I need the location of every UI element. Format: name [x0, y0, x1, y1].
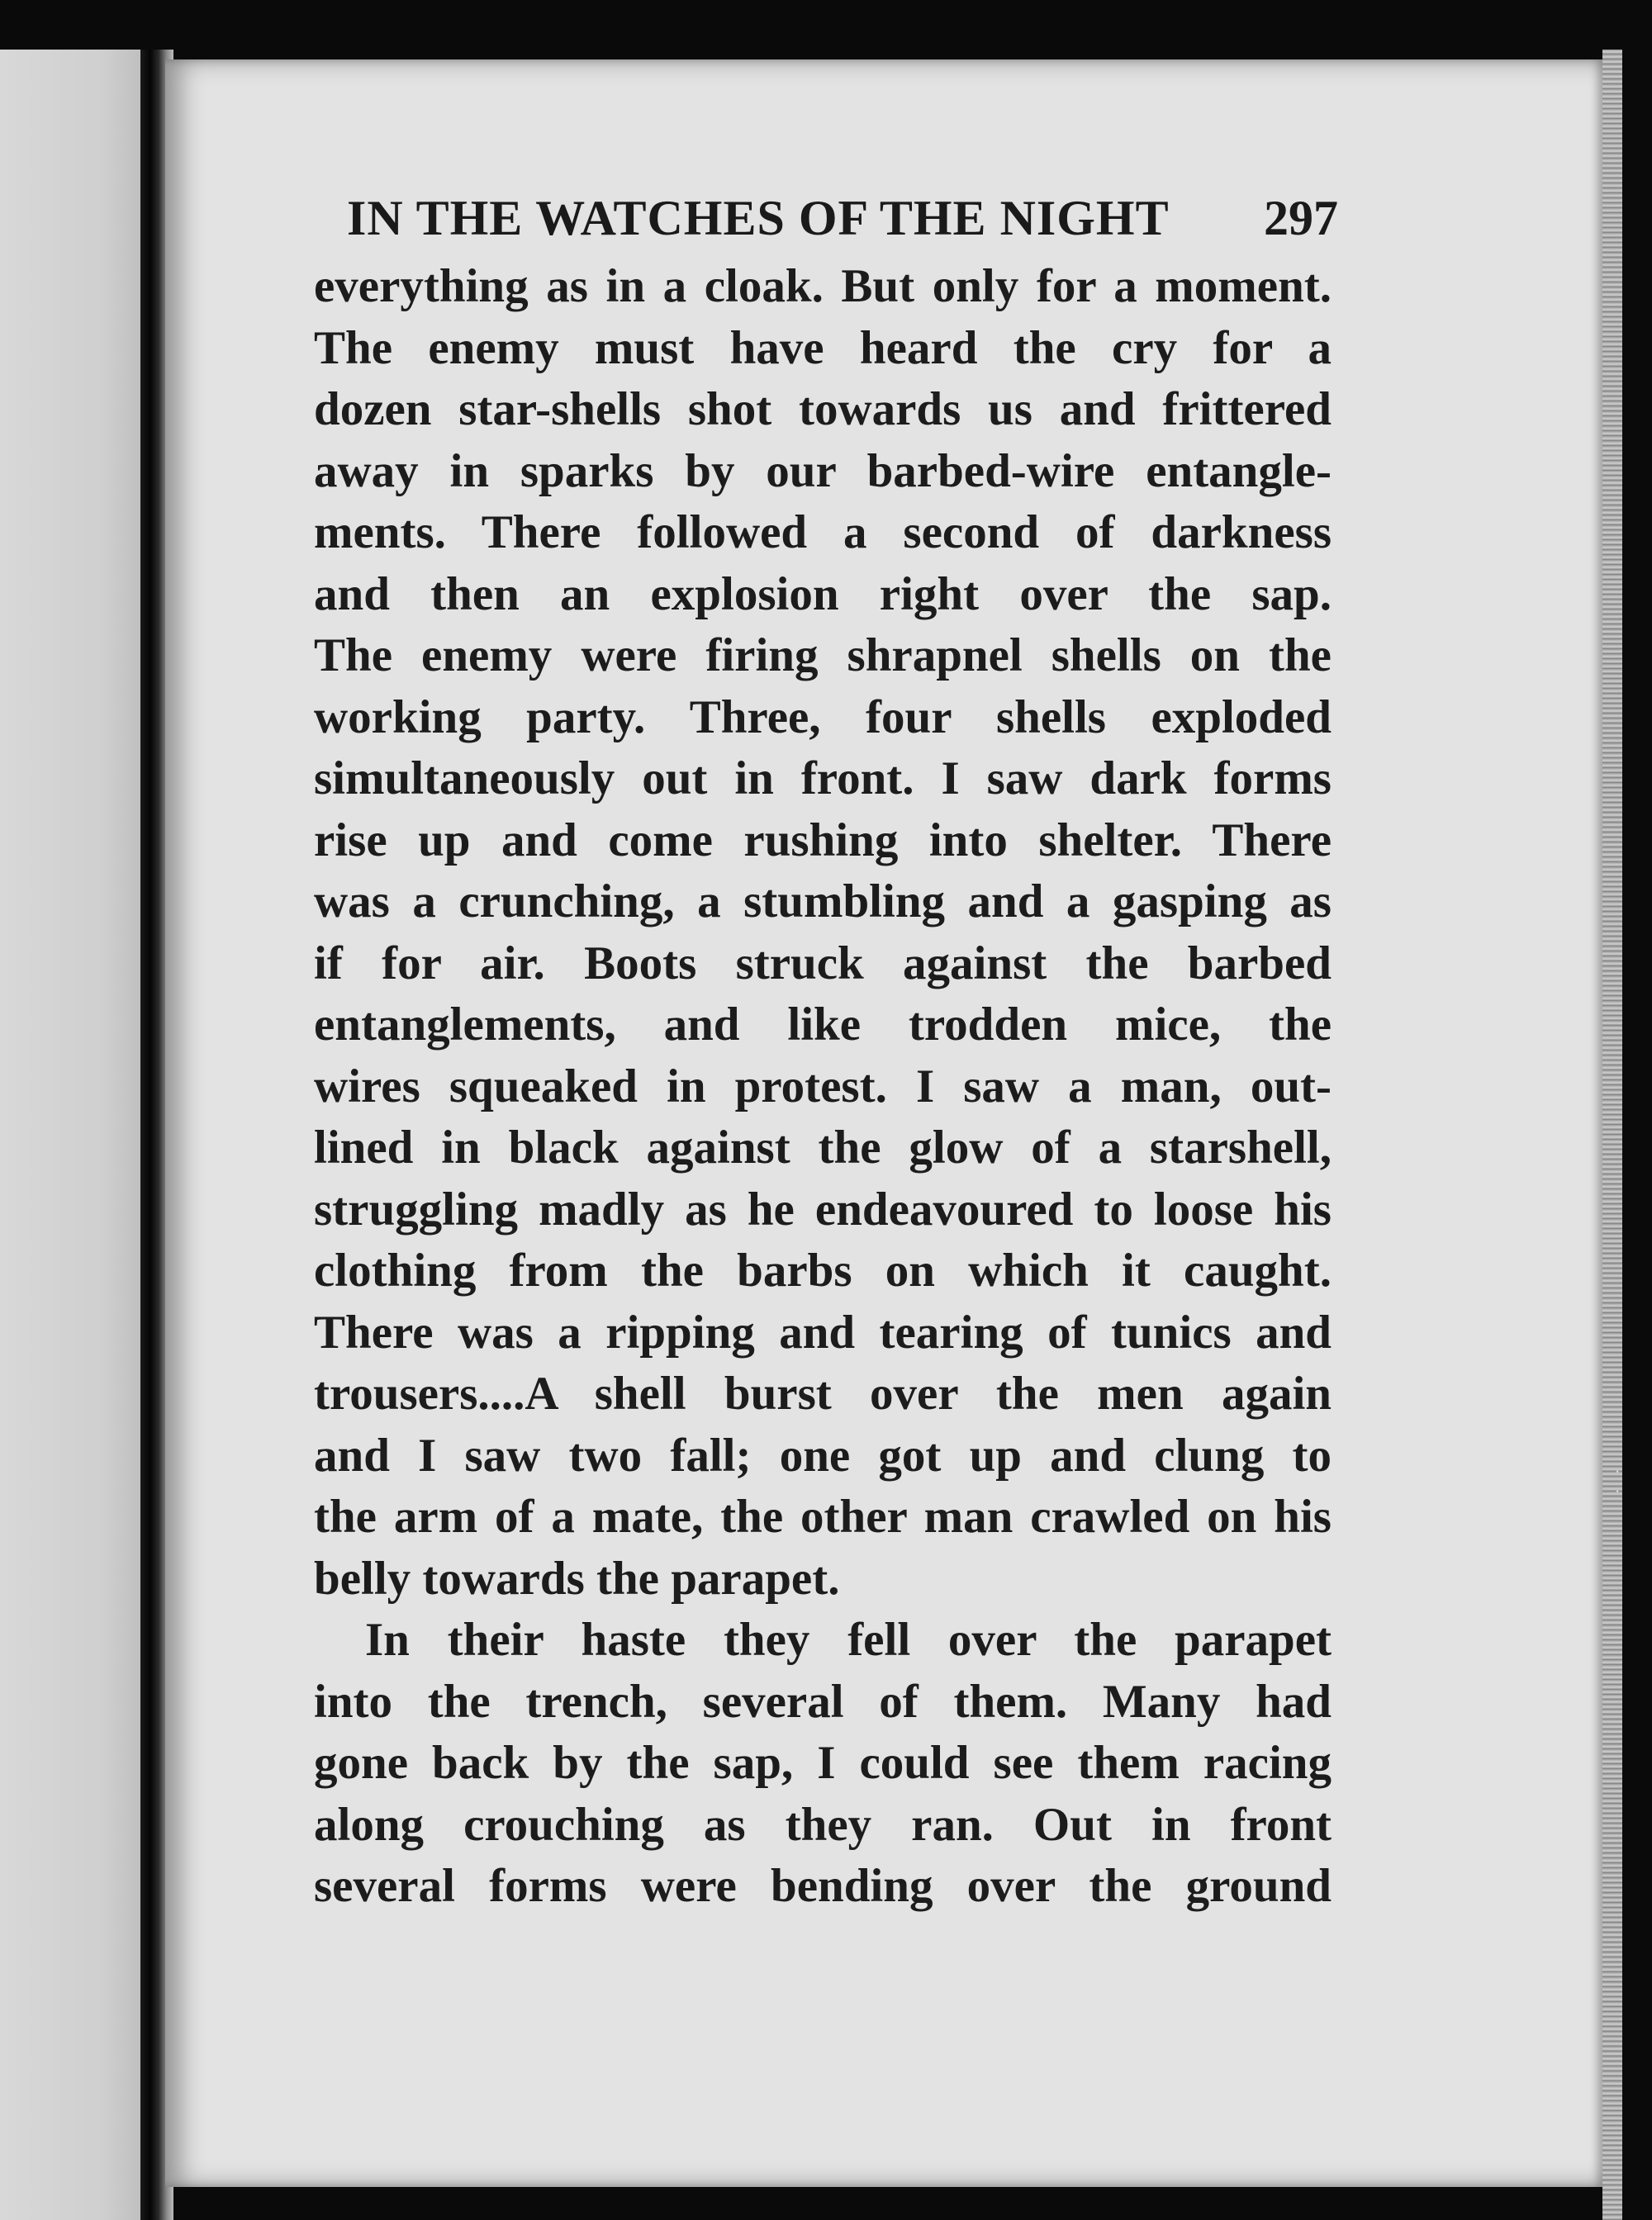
text-line: wires squeaked in protest. I saw a man, out- [314, 1060, 1332, 1112]
page-stack-edge [1602, 50, 1622, 2220]
text-line: trousers....A shell burst over the men again [314, 1368, 1332, 1420]
text-line: The enemy were firing shrapnel shells on the [314, 629, 1332, 681]
text-line: dozen star-shells shot towards us and frittered [314, 383, 1332, 435]
text-line: rise up and come rushing into shelter. There [314, 814, 1332, 866]
text-line: entanglements, and like trodden mice, the [314, 999, 1332, 1051]
text-line: In their haste they fell over the parapet [365, 1614, 1332, 1666]
text-line: into the trench, several of them. Many had [314, 1675, 1332, 1728]
text-line: several forms were bending over the ground [314, 1860, 1332, 1912]
text-line: everything as in a cloak. But only for a moment. [314, 260, 1332, 312]
text-line: clothing from the barbs on which it caught. [314, 1245, 1332, 1297]
text-line: if for air. Boots struck against the barbed [314, 937, 1332, 989]
text-line: belly towards the parapet. [314, 1552, 840, 1605]
text-line: away in sparks by our barbed-wire entangle- [314, 444, 1332, 497]
text-line: ments. There followed a second of darkness [314, 506, 1332, 558]
text-line: and I saw two fall; one got up and clung to [314, 1429, 1332, 1482]
running-head: IN THE WATCHES OF THE NIGHT [347, 191, 1170, 245]
scan-artifact-dots: · · [1615, 1462, 1624, 1501]
text-line: and then an explosion right over the sap. [314, 567, 1332, 620]
facing-page-edge [0, 50, 147, 2220]
text-line: There was a ripping and tearing of tunics and [314, 1306, 1332, 1359]
text-line: The enemy must have heard the cry for a [314, 321, 1332, 374]
text-line: simultaneously out in front. I saw dark forms [314, 752, 1332, 804]
text-line: was a crunching, a stumbling and a gasping as [314, 875, 1332, 927]
body-text [314, 256, 1332, 1912]
text-line: struggling madly as he endeavoured to loose his [314, 1183, 1332, 1236]
page-number: 297 [1264, 191, 1338, 245]
text-line: lined in black against the glow of a starshell, [314, 1122, 1332, 1174]
text-line: along crouching as they ran. Out in front [314, 1798, 1332, 1851]
text-line: working party. Three, four shells exploded [314, 690, 1332, 743]
text-line: gone back by the sap, I could see them racing [314, 1737, 1332, 1789]
text-line: the arm of a mate, the other man crawled on his [314, 1491, 1332, 1543]
